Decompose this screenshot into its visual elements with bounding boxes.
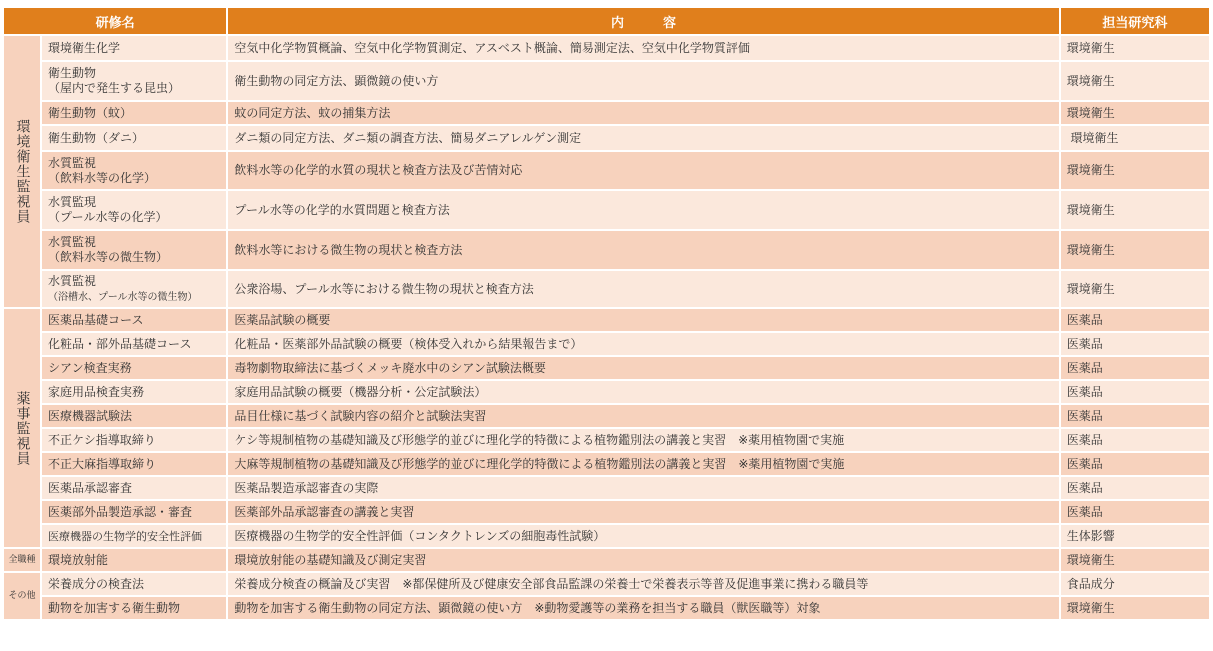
row-dept: 環境衛生 (1061, 152, 1209, 189)
table-row (4, 429, 1209, 451)
row-name: 水質監現 （プール水等の化学） (42, 191, 226, 229)
table-row (4, 62, 1209, 100)
row-dept: 医薬品 (1061, 333, 1209, 355)
row-dept: 環境衛生 (1061, 102, 1209, 124)
row-name: 環境衛生化学 (42, 36, 226, 60)
row-content: 大麻等規制植物の基礎知識及び形態学的並びに理化学的特徴による植物鑑別法の講義と実習 ※薬用植物園で実施 (228, 453, 1058, 475)
training-table (2, 6, 1211, 621)
row-dept: 環境衛生 (1061, 597, 1209, 619)
row-dept: 環境衛生 (1061, 549, 1209, 571)
header-content: 内 容 (228, 8, 1058, 34)
row-content: 飲料水等の化学的水質の現状と検査方法及び苦情対応 (228, 152, 1058, 189)
row-name: 医療機器試験法 (42, 405, 226, 427)
table-row (4, 309, 1209, 331)
row-dept: 環境衛生 (1061, 36, 1209, 60)
row-dept: 医薬品 (1061, 477, 1209, 499)
row-dept: 医薬品 (1061, 453, 1209, 475)
row-dept: 環境衛生 (1061, 191, 1209, 229)
row-dept: 環境衛生 (1061, 62, 1209, 100)
row-name: 医薬品承認審査 (42, 477, 226, 499)
row-dept: 環境衛生 (1061, 231, 1209, 269)
row-content: 飲料水等における微生物の現状と検査方法 (228, 231, 1058, 269)
row-content: 医薬品製造承認審査の実際 (228, 477, 1058, 499)
row-name: 栄養成分の検査法 (42, 573, 226, 595)
category-pharma: 薬事監視員 (4, 309, 40, 547)
row-content: 医薬部外品承認審査の講義と実習 (228, 501, 1058, 523)
row-name: 水質監視 （飲料水等の化学） (42, 152, 226, 189)
table-row (4, 271, 1209, 307)
category-other: その他 (4, 573, 40, 619)
table-row (4, 453, 1209, 475)
table-row (4, 501, 1209, 523)
table-row (4, 525, 1209, 547)
row-content: ケシ等規制植物の基礎知識及び形態学的並びに理化学的特徴による植物鑑別法の講義と実習 ※薬用植物園で実施 (228, 429, 1058, 451)
row-content: 動物を加害する衛生動物の同定方法、顕微鏡の使い方 ※動物愛護等の業務を担当する職員（獣医職等）対象 (228, 597, 1058, 619)
table-row (4, 152, 1209, 189)
table-row (4, 126, 1209, 150)
row-name: 医療機器の生物学的安全性評価 (42, 525, 226, 547)
header-name: 研修名 (4, 8, 226, 34)
row-name: 医薬品基礎コース (42, 309, 226, 331)
table-row (4, 191, 1209, 229)
category-env: 環境衛生監視員 (4, 36, 40, 307)
row-content: 衛生動物の同定方法、顕微鏡の使い方 (228, 62, 1058, 100)
table-row (4, 102, 1209, 124)
row-dept: 医薬品 (1061, 309, 1209, 331)
table-row (4, 573, 1209, 595)
row-name: 環境放射能 (42, 549, 226, 571)
table-row (4, 381, 1209, 403)
row-content: 家庭用品試験の概要（機器分析・公定試験法） (228, 381, 1058, 403)
row-content: 環境放射能の基礎知識及び測定実習 (228, 549, 1058, 571)
row-dept: 医薬品 (1061, 381, 1209, 403)
row-name: 不正ケシ指導取締り (42, 429, 226, 451)
row-dept: 医薬品 (1061, 405, 1209, 427)
row-content: 空気中化学物質概論、空気中化学物質測定、アスベスト概論、簡易測定法、空気中化学物質評価 (228, 36, 1058, 60)
table-row (4, 597, 1209, 619)
row-content: ダニ類の同定方法、ダニ類の調査方法、簡易ダニアレルゲン測定 (228, 126, 1058, 150)
table-row (4, 357, 1209, 379)
row-dept: 生体影響 (1061, 525, 1209, 547)
row-content: 医療機器の生物学的安全性評価（コンタクトレンズの細胞毒性試験） (228, 525, 1058, 547)
row-dept: 環境衛生 (1061, 271, 1209, 307)
row-name: 家庭用品検査実務 (42, 381, 226, 403)
row-dept: 環境衛生 (1061, 126, 1209, 150)
row-content: 蚊の同定方法、蚊の捕集方法 (228, 102, 1058, 124)
table-row (4, 231, 1209, 269)
row-name: 水質監視 （浴槽水、プール水等の微生物） (42, 271, 226, 307)
row-content: 医薬品試験の概要 (228, 309, 1058, 331)
table-row (4, 405, 1209, 427)
row-dept: 医薬品 (1061, 501, 1209, 523)
row-content: 公衆浴場、プール水等における微生物の現状と検査方法 (228, 271, 1058, 307)
header-dept: 担当研究科 (1061, 8, 1209, 34)
row-name: 衛生動物（蚊） (42, 102, 226, 124)
row-name: 衛生動物（ダニ） (42, 126, 226, 150)
row-name: 衛生動物 （屋内で発生する昆虫） (42, 62, 226, 100)
row-dept: 医薬品 (1061, 357, 1209, 379)
row-name: 水質監視 （飲料水等の微生物） (42, 231, 226, 269)
row-dept: 医薬品 (1061, 429, 1209, 451)
row-content: 毒物劇物取締法に基づくメッキ廃水中のシアン試験法概要 (228, 357, 1058, 379)
row-name: 医薬部外品製造承認・審査 (42, 501, 226, 523)
row-name: 不正大麻指導取締り (42, 453, 226, 475)
row-content: 栄養成分検査の概論及び実習 ※都保健所及び健康安全部食品監課の栄養士で栄養表示等普及促進事業に携わる職員等 (228, 573, 1058, 595)
row-content: 品目仕様に基づく試験内容の紹介と試験法実習 (228, 405, 1058, 427)
table-row (4, 333, 1209, 355)
row-content: 化粧品・医薬部外品試験の概要（検体受入れから結果報告まで） (228, 333, 1058, 355)
header-row (4, 8, 1209, 34)
row-content: プール水等の化学的水質問題と検査方法 (228, 191, 1058, 229)
table-row (4, 36, 1209, 60)
table-row (4, 549, 1209, 571)
row-name: 動物を加害する衛生動物 (42, 597, 226, 619)
row-name: 化粧品・部外品基礎コース (42, 333, 226, 355)
table-row (4, 477, 1209, 499)
row-name: シアン検査実務 (42, 357, 226, 379)
category-all: 全職種 (4, 549, 40, 571)
row-dept: 食品成分 (1061, 573, 1209, 595)
